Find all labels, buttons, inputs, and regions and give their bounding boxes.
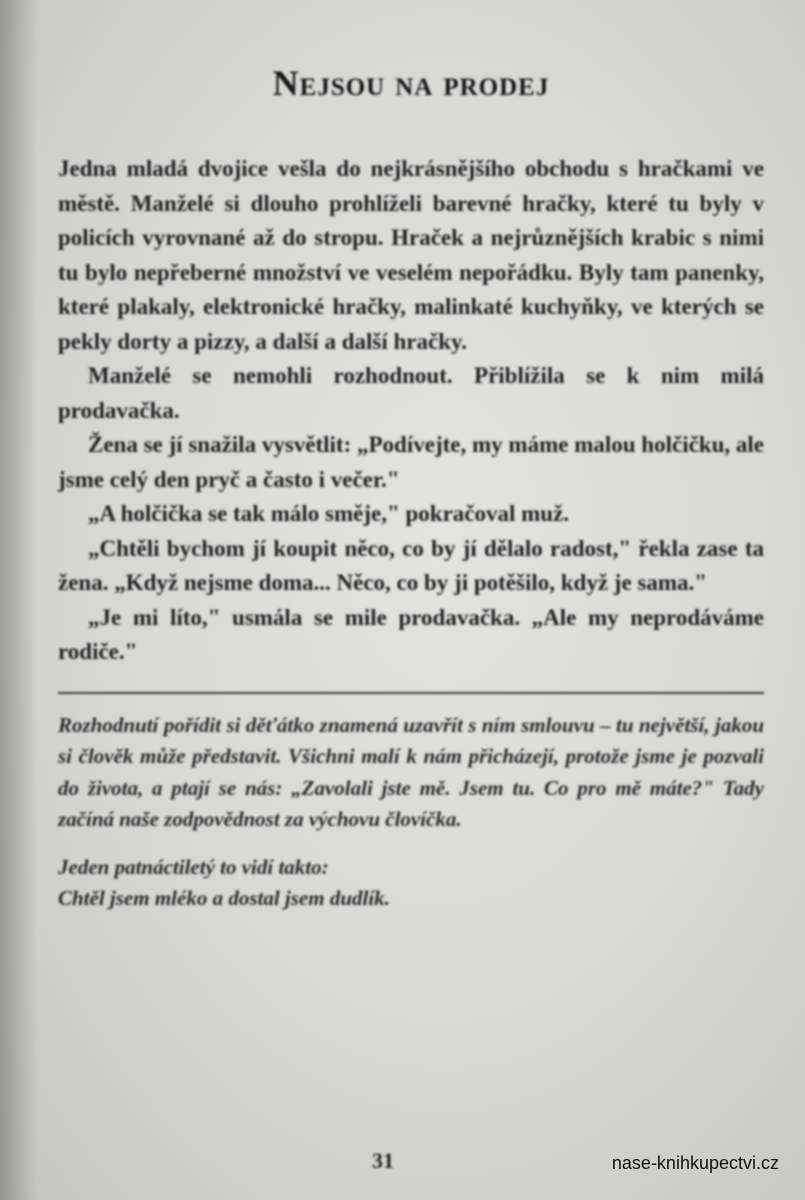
story-paragraph: „Chtěli bychom jí koupit něco, co by jí dělalo radost," řekla zase ta žena. „Když nejsme doma... Něco, co by ji potěšilo, když je sama." [58, 535, 764, 595]
note-paragraph: Jeden patnáctiletý to vidí takto: [58, 854, 329, 879]
story-paragraph: „Je mi líto," usmála se mile prodavačka. „Ale my neprodáváme rodiče." [58, 604, 764, 664]
story-paragraph: Žena se jí snažila vysvětlit: „Podívejte, my máme malou holčičku, ale jsme celý den pryč a často i večer." [58, 432, 764, 492]
section-divider [58, 692, 764, 694]
note-paragraph: Rozhodnutí pořídit si děťátko znamená uzavřít s ním smlouvu – tu největší, jakou si člověk může představit. Všichni malí k nám přicházejí, protože jsme je pozvali do života, a ptají se nás: „Zavolali jste mě. Jsem tu. Co pro mě máte?" Tady začíná naše zodpovědnost za výchovu človíčka. [58, 712, 764, 831]
page-number: 31 [372, 1148, 394, 1173]
reflection-note [58, 710, 764, 915]
page-content [58, 62, 764, 915]
story-paragraph: Manželé se nemohli rozhodnout. Přiblížila se k nim milá prodavačka. [58, 363, 764, 423]
note-paragraph: Chtěl jsem mléko a dostal jsem dudlík. [58, 886, 390, 910]
story-text [58, 152, 764, 670]
chapter-title: Nejsou na prodej [272, 63, 550, 103]
gutter-shadow [0, 0, 38, 1200]
watermark-text: nase-knihkupectvi.cz [611, 1153, 779, 1173]
story-paragraph: Jedna mladá dvojice vešla do nejkrásnějšího obchodu s hračkami ve městě. Manželé si dlouho prohlíželi barevné hračky, které tu byly v policích vyrovnané až do stropu. Hraček a nejrůznějších krabic s nimi tu bylo nepřeberné množství ve veselém nepořádku. Byly tam panenky, které plakaly, elektronické hračky, malinkaté kuchyňky, ve kterých se pekly dorty a pizzy, a další a další hračky. [58, 156, 764, 354]
story-paragraph: „A holčička se tak málo směje," pokračoval muž. [88, 501, 570, 526]
